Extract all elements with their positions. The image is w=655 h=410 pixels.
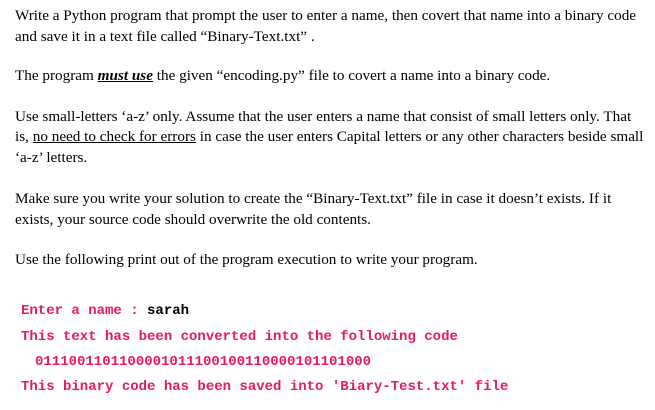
must-use-emphasis: must use — [97, 67, 153, 84]
paragraph-file-overwrite: Make sure you write your solution to create the “Binary-Text.txt” file in case it doesn’t exists. If it exists, your source code should overwrite the old contents. — [15, 190, 612, 228]
console-prompt: Enter a name : — [21, 303, 148, 319]
p3-text-before: Use small-letters ‘a-z’ only. Assume that the user enters a name that consist of small letters only. That is, — [15, 107, 632, 145]
console-prompt-line — [21, 303, 189, 319]
p3-text-after: in case the user enters Capital letters or any other characters beside small ‘a-z’ letters. — [15, 128, 644, 166]
console-saved-line: This binary code has been saved into 'Biary-Test.txt' file — [21, 379, 509, 395]
p2-text-after: the given “encoding.py” file to covert a name into a binary code. — [152, 67, 551, 84]
paragraph-printout-intro: Use the following print out of the program execution to write your program. — [15, 251, 478, 268]
console-user-input: sarah — [147, 303, 190, 319]
p2-text-before: The program — [15, 67, 98, 84]
program-output-sample — [21, 303, 509, 395]
instructions-document — [15, 6, 645, 271]
console-converted-line: This text has been converted into the following code — [21, 329, 458, 345]
paragraph-task: Write a Python program that prompt the user to enter a name, then covert that name into a binary code and save it in a text file called “Binary-Text.txt” . — [15, 7, 637, 45]
no-error-check-underline: no need to check for errors — [32, 128, 196, 145]
paragraph-must-use — [15, 66, 645, 87]
console-binary-code: 0111001101100001011100100110000101101000 — [35, 354, 372, 370]
paragraph-small-letters — [15, 107, 645, 169]
